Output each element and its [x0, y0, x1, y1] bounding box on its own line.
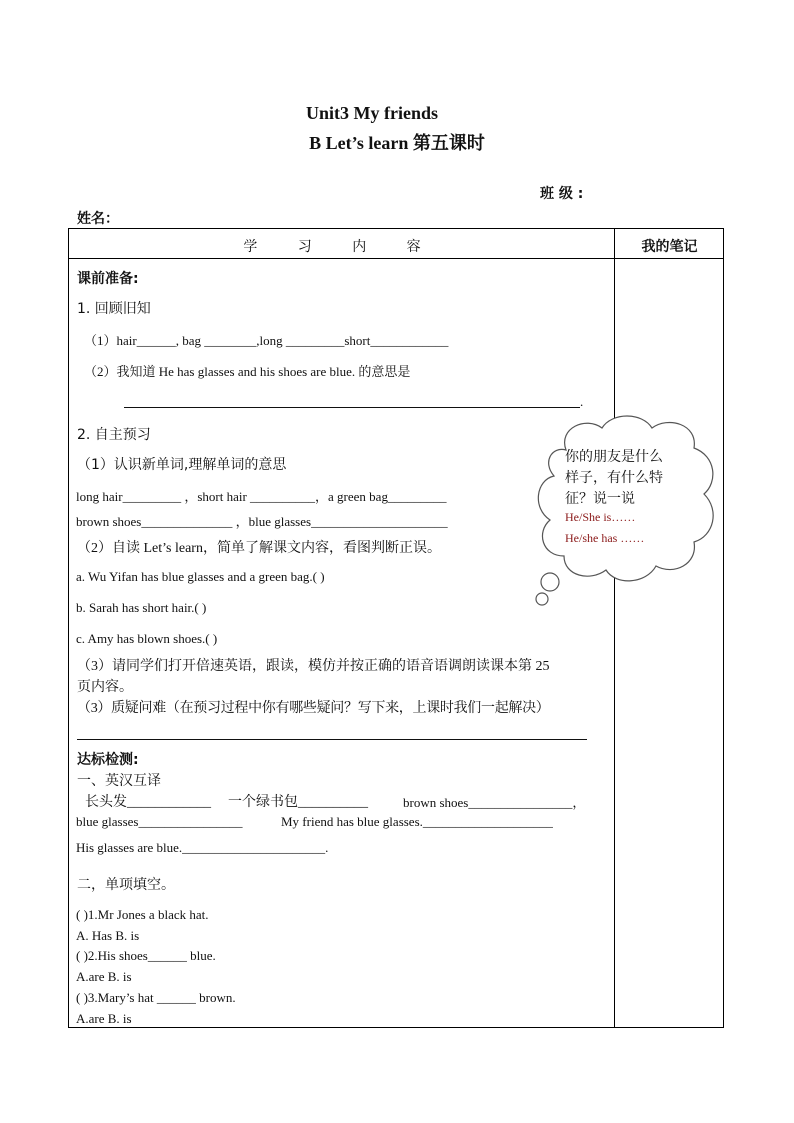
bubble-line-2: 样子，有什么特: [565, 470, 663, 486]
self-study-question-4: （3）质疑问难（在预习过程中你有哪些疑问？写下来，上课时我们一起解决）: [77, 701, 550, 716]
class-label: 班 级 :: [540, 186, 584, 202]
preview-heading: 课前准备:: [77, 271, 139, 287]
choice-question-1: ( )1.Mr Jones a black hat.: [76, 907, 209, 922]
self-study-question-2: （2）自读 Let’s learn，简单了解课文内容，看图判断正误。: [77, 541, 441, 556]
choice-options-2: A.are B. is: [76, 969, 132, 984]
answer-line: [124, 407, 580, 408]
bubble-line-5: He/she has ……: [565, 531, 645, 545]
translation-item-long-hair: 长头发____________: [85, 795, 211, 810]
judge-item-b: b. Sarah has short hair.( ): [76, 600, 207, 615]
choice-options-3: A.are B. is: [76, 1011, 132, 1026]
worksheet-title: Unit3 My friends: [306, 103, 438, 123]
column-header-content: 学 习 内 容: [243, 239, 439, 255]
questions-answer-line: [77, 739, 587, 740]
bubble-line-3: 征？说一说: [565, 491, 635, 507]
review-question-1: （1）hair______, bag ________,long _________short____________: [84, 333, 449, 348]
worksheet-subtitle: B Let’s learn 第五课时: [309, 133, 485, 153]
translation-item-green-bag: 一个绿书包__________: [228, 795, 368, 810]
self-study-question-3-line1: （3）请同学们打开倍速英语，跟读，模仿并按正确的语音语调朗读课本第 25: [77, 659, 550, 674]
test-heading: 达标检测:: [77, 752, 139, 768]
translation-item-sentence-2: His glasses are blue.______________________.: [76, 840, 329, 855]
column-header-notes: 我的笔记: [641, 239, 698, 255]
translation-title: 一、英汉互译: [77, 773, 161, 789]
translation-item-brown-shoes: brown shoes________________，: [403, 795, 586, 810]
review-question-2: （2）我知道 He has glasses and his shoes are blue. 的意思是: [84, 364, 411, 379]
choice-title: 二，单项填空。: [77, 877, 175, 893]
self-study-title: 2. 自主预习: [77, 427, 151, 443]
self-study-question-3-line2: 页内容。: [77, 680, 133, 695]
table-column-divider: [614, 228, 615, 1028]
name-label: 姓名：: [77, 211, 119, 227]
translation-item-sentence-1: My friend has blue glasses.____________________: [281, 814, 553, 829]
choice-question-3: ( )3.Mary’s hat ______ brown.: [76, 990, 236, 1005]
bubble-line-1: 你的朋友是什么: [565, 449, 663, 465]
vocab-line-1: long hair_________ ，short hair __________，a green bag_________: [76, 489, 447, 504]
choice-question-2: ( )2.His shoes______ blue.: [76, 948, 216, 963]
choice-options-1: A. Has B. is: [76, 928, 140, 943]
translation-item-blue-glasses: blue glasses________________: [76, 814, 243, 829]
vocab-line-2: brown shoes______________ ，blue glasses_____________________: [76, 514, 448, 529]
judge-item-a: a. Wu Yifan has blue glasses and a green bag.( ): [76, 569, 325, 584]
review-title: 1. 回顾旧知: [77, 301, 151, 317]
self-study-question-1: （1）认识新单词,理解单词的意思: [77, 457, 287, 473]
bubble-line-4: He/She is……: [565, 510, 636, 524]
answer-line-end: .: [580, 394, 584, 409]
judge-item-c: c. Amy has blown shoes.( ): [76, 631, 218, 646]
